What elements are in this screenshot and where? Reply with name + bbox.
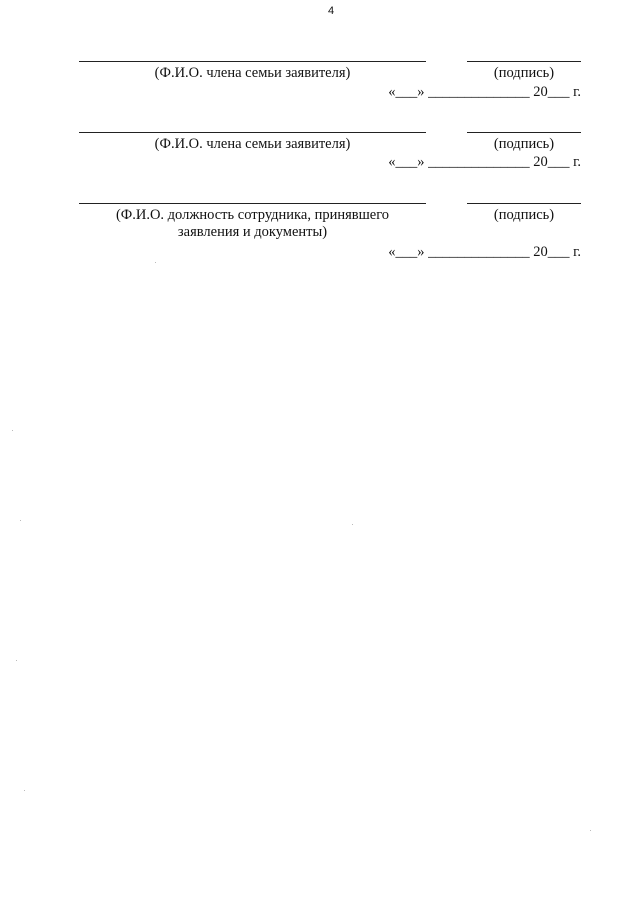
employee-caption: (Ф.И.О. должность сотрудника, принявшего заявления и документы)	[115, 207, 390, 240]
date-field[interactable]: «___» ______________ 20___ г.	[388, 154, 581, 170]
name-line[interactable]	[79, 132, 426, 133]
date-field[interactable]: «___» ______________ 20___ г.	[388, 84, 581, 100]
signature-caption: (подпись)	[493, 136, 555, 152]
date-field[interactable]: «___» ______________ 20___ г.	[388, 244, 581, 260]
scan-speck	[155, 262, 156, 263]
scan-speck	[590, 830, 591, 831]
name-caption: (Ф.И.О. члена семьи заявителя)	[154, 136, 351, 152]
signature-line[interactable]	[467, 132, 581, 133]
signature-line[interactable]	[467, 61, 581, 62]
scan-speck	[16, 660, 17, 661]
name-line[interactable]	[79, 61, 426, 62]
signature-caption: (подпись)	[493, 207, 555, 223]
scan-speck	[352, 524, 353, 525]
scan-speck	[24, 790, 25, 791]
signature-caption: (подпись)	[493, 65, 555, 81]
scan-speck	[20, 520, 21, 521]
scan-speck	[12, 430, 13, 431]
name-caption: (Ф.И.О. члена семьи заявителя)	[154, 65, 351, 81]
signature-line[interactable]	[467, 203, 581, 204]
page-number: 4	[327, 5, 335, 17]
name-line[interactable]	[79, 203, 426, 204]
